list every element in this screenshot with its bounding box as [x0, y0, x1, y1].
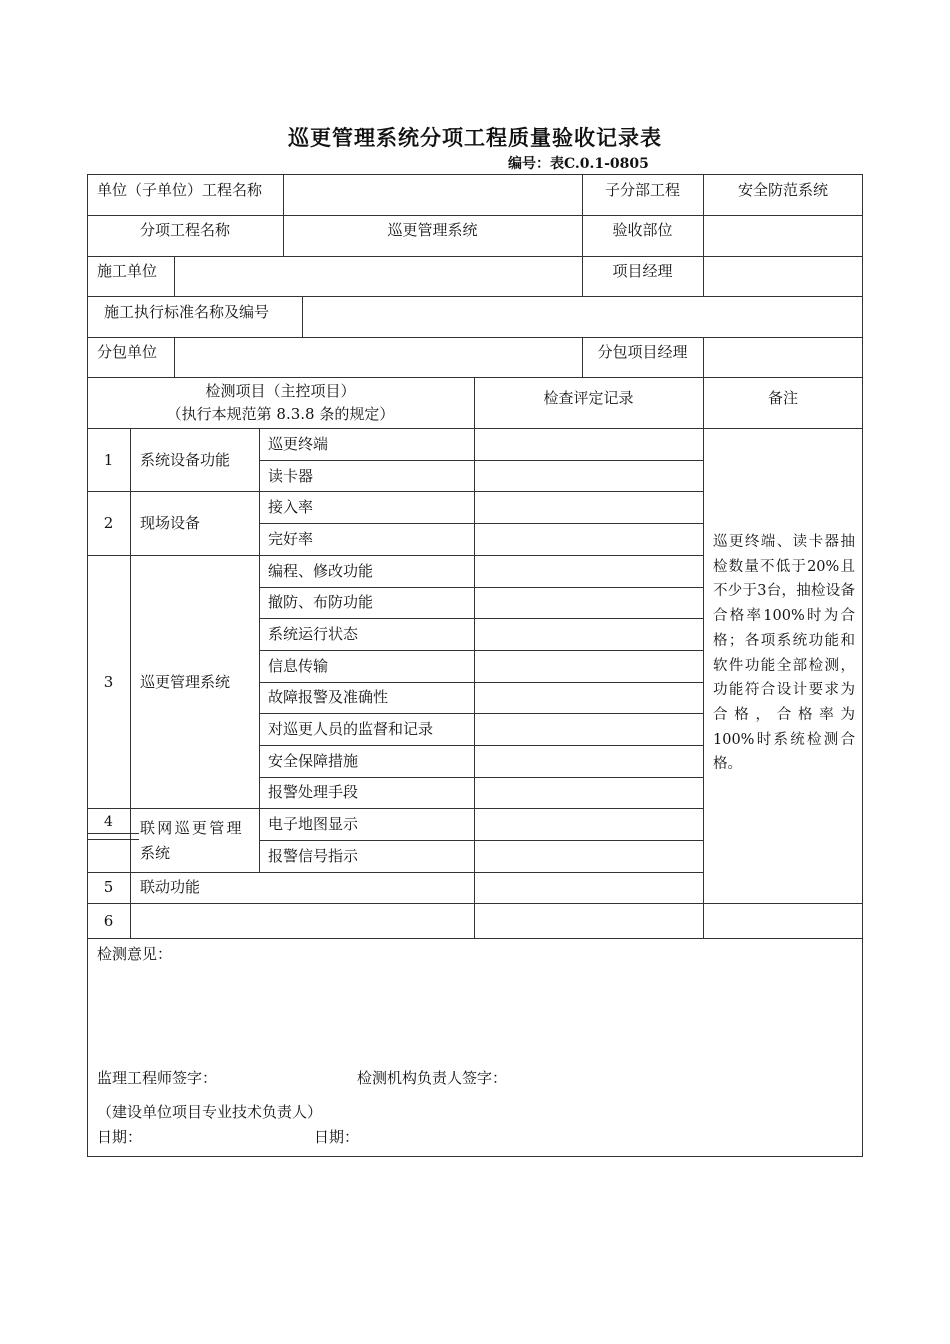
rule: [474, 377, 475, 938]
sub-item: 撤防、布防功能: [268, 593, 374, 611]
rule: [259, 777, 703, 778]
rule: [130, 428, 131, 938]
rule: [259, 682, 703, 683]
owner-note: （建设单位项目专业技术负责人）: [97, 1103, 323, 1121]
rule: [87, 491, 703, 492]
construction-unit-label: 施工单位: [97, 262, 158, 280]
record-header: 检查评定记录: [543, 389, 634, 407]
subcontractor-label: 分包单位: [97, 343, 158, 361]
rule: [259, 840, 703, 841]
standard-label: 施工执行标准名称及编号: [104, 303, 270, 321]
project-manager-label: 项目经理: [612, 262, 673, 280]
sub-item: 对巡更人员的监督和记录: [268, 720, 434, 738]
acceptance-part-label: 验收部位: [612, 221, 673, 239]
sub-item-value[interactable]: 巡更管理系统: [387, 221, 478, 239]
item-name: 系统设备功能: [140, 451, 231, 469]
sub-division-value[interactable]: 安全防范系统: [737, 181, 828, 199]
item-number: 4: [104, 814, 113, 830]
item-name: 现场设备: [140, 514, 201, 532]
rule: [259, 713, 703, 714]
rule: [87, 872, 703, 873]
item-number: 3: [103, 673, 114, 691]
opinion-label: 检测意见：: [97, 945, 173, 963]
rule: [87, 555, 703, 556]
item-number: 1: [103, 451, 114, 469]
sub-item: 信息传输: [268, 657, 329, 675]
rule: [259, 650, 703, 651]
form-code: 编号：表C.0.1-0805: [508, 156, 649, 172]
sub-item: 报警处理手段: [268, 783, 359, 801]
sub-item: 系统运行状态: [268, 625, 359, 643]
item-name-cont: 系统: [140, 844, 171, 862]
rule: [302, 296, 303, 337]
remark-header: 备注: [767, 389, 798, 407]
item-number: 5: [103, 878, 114, 896]
item-name: 联网巡更管理: [140, 819, 244, 837]
rule: [703, 337, 704, 377]
sub-item: 故障报警及准确性: [268, 688, 389, 706]
rule: [87, 256, 863, 257]
date-label: 日期：: [314, 1128, 360, 1146]
items-header: 检测项目（主控项目）: [205, 382, 356, 400]
sub-item: 电子地图显示: [268, 815, 359, 833]
rule: [259, 587, 703, 588]
rule: [259, 523, 703, 524]
sub-manager-label: 分包项目经理: [597, 343, 688, 361]
supervisor-sign: 监理工程师签字：: [97, 1069, 218, 1087]
rule: [259, 745, 703, 746]
sub-item: 巡更终端: [268, 435, 329, 453]
rule: [87, 903, 863, 904]
sub-division-label: 子分部工程: [604, 181, 680, 199]
rule: [87, 377, 863, 378]
rule: [87, 808, 703, 809]
sub-item: 读卡器: [268, 467, 314, 485]
rule: [703, 377, 704, 938]
rule: [259, 618, 703, 619]
rule: [87, 215, 863, 216]
sub-item-label: 分项工程名称: [139, 221, 230, 239]
rule: [87, 938, 863, 939]
page-title: 巡更管理系统分项工程质量验收记录表: [288, 125, 662, 150]
item-name: 巡更管理系统: [140, 673, 231, 691]
rule: [87, 428, 863, 429]
unit-name-label: 单位（子单位）工程名称: [97, 181, 263, 199]
sub-item: 安全保障措施: [268, 752, 359, 770]
item-name: 联动功能: [140, 878, 201, 896]
rule: [174, 337, 175, 377]
rule: [259, 460, 703, 461]
sub-item: 完好率: [268, 530, 314, 548]
rule: [259, 428, 260, 872]
rule: [87, 337, 863, 338]
rule: [87, 296, 863, 297]
sub-item: 接入率: [268, 498, 314, 516]
date-label: 日期：: [97, 1128, 143, 1146]
item-number: 6: [103, 912, 114, 930]
agency-sign: 检测机构负责人签字：: [357, 1069, 508, 1087]
rule: [174, 256, 175, 296]
rule: [283, 174, 284, 256]
item-number: 2: [103, 514, 114, 532]
rule: [87, 833, 139, 834]
items-header-note: （执行本规范第 8.3.8 条的规定）: [166, 405, 395, 423]
rule: [87, 839, 139, 840]
sub-item: 报警信号指示: [268, 847, 359, 865]
sub-item: 编程、修改功能: [268, 562, 374, 580]
remark-text: 巡更终端、读卡器抽检数量不低于20%且不少于3台，抽检设备合格率100%时为合格；各项系统功能和软件功能全部检测，功能符合设计要求为合格，合格率为100%时系统检测合格。: [713, 534, 855, 773]
